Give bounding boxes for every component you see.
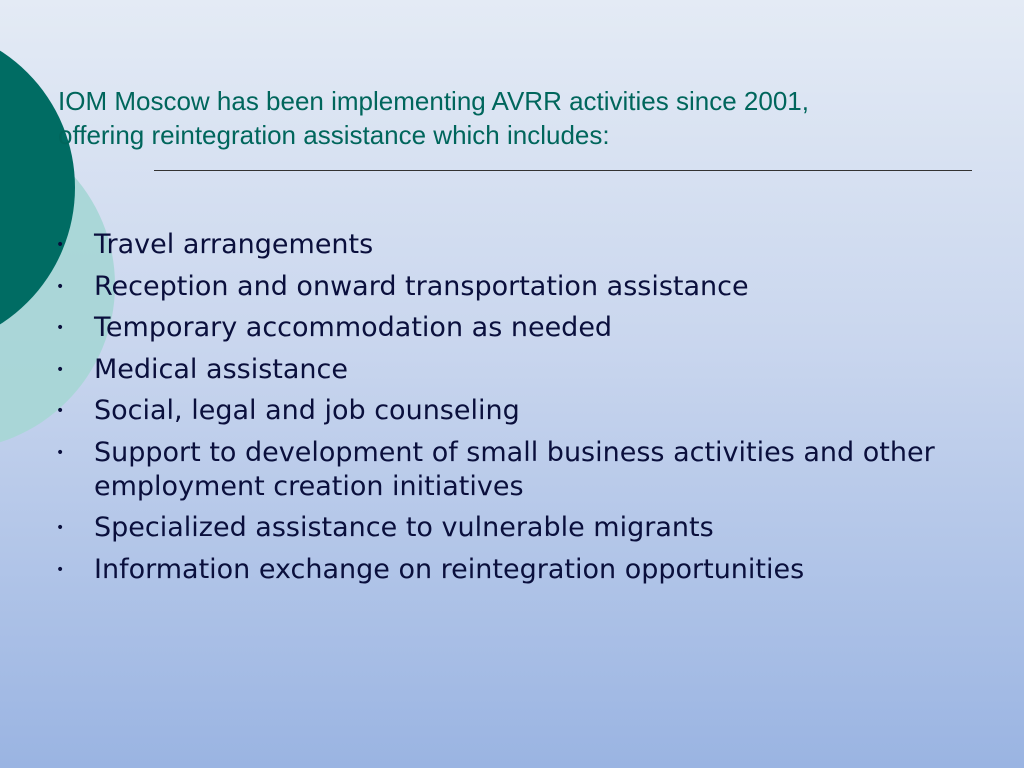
bullet-text: Temporary accommodation as needed [94, 312, 613, 343]
bullet-list [56, 228, 976, 594]
bullet-icon: • [56, 444, 65, 461]
bullet-item-travel [56, 228, 976, 262]
bullet-text: Support to development of small business activities and other employment creation initiatives [94, 436, 935, 502]
bullet-item-reception [56, 270, 976, 304]
slide-title-line-2: offering reintegration assistance which includes: [58, 120, 610, 150]
bullet-item-small-business [56, 436, 976, 504]
bullet-item-counseling [56, 394, 976, 428]
bullet-text: Social, legal and job counseling [94, 395, 520, 426]
title-divider [154, 170, 972, 171]
bullet-icon: • [56, 320, 65, 336]
bullet-item-vulnerable-migrants [56, 511, 976, 545]
bullet-icon: • [56, 520, 65, 536]
bullet-text: Travel arrangements [94, 229, 374, 260]
bullet-text: Information exchange on reintegration opportunities [94, 553, 805, 585]
bullet-item-medical [56, 353, 976, 387]
bullet-text: Specialized assistance to vulnerable migrants [94, 512, 714, 543]
bullet-icon: • [56, 361, 65, 378]
bullet-icon: • [56, 237, 65, 253]
bullet-icon: • [56, 561, 65, 578]
bullet-icon: • [56, 403, 65, 419]
bullet-item-information-exchange [56, 553, 976, 587]
bullet-text: Medical assistance [94, 353, 348, 385]
slide-title-line-1: IOM Moscow has been implementing AVRR activities since 2001, [58, 86, 809, 116]
bullet-icon: • [56, 278, 65, 295]
bullet-text: Reception and onward transportation assistance [94, 270, 749, 302]
bullet-item-accommodation [56, 311, 976, 345]
slide-title [58, 84, 958, 152]
